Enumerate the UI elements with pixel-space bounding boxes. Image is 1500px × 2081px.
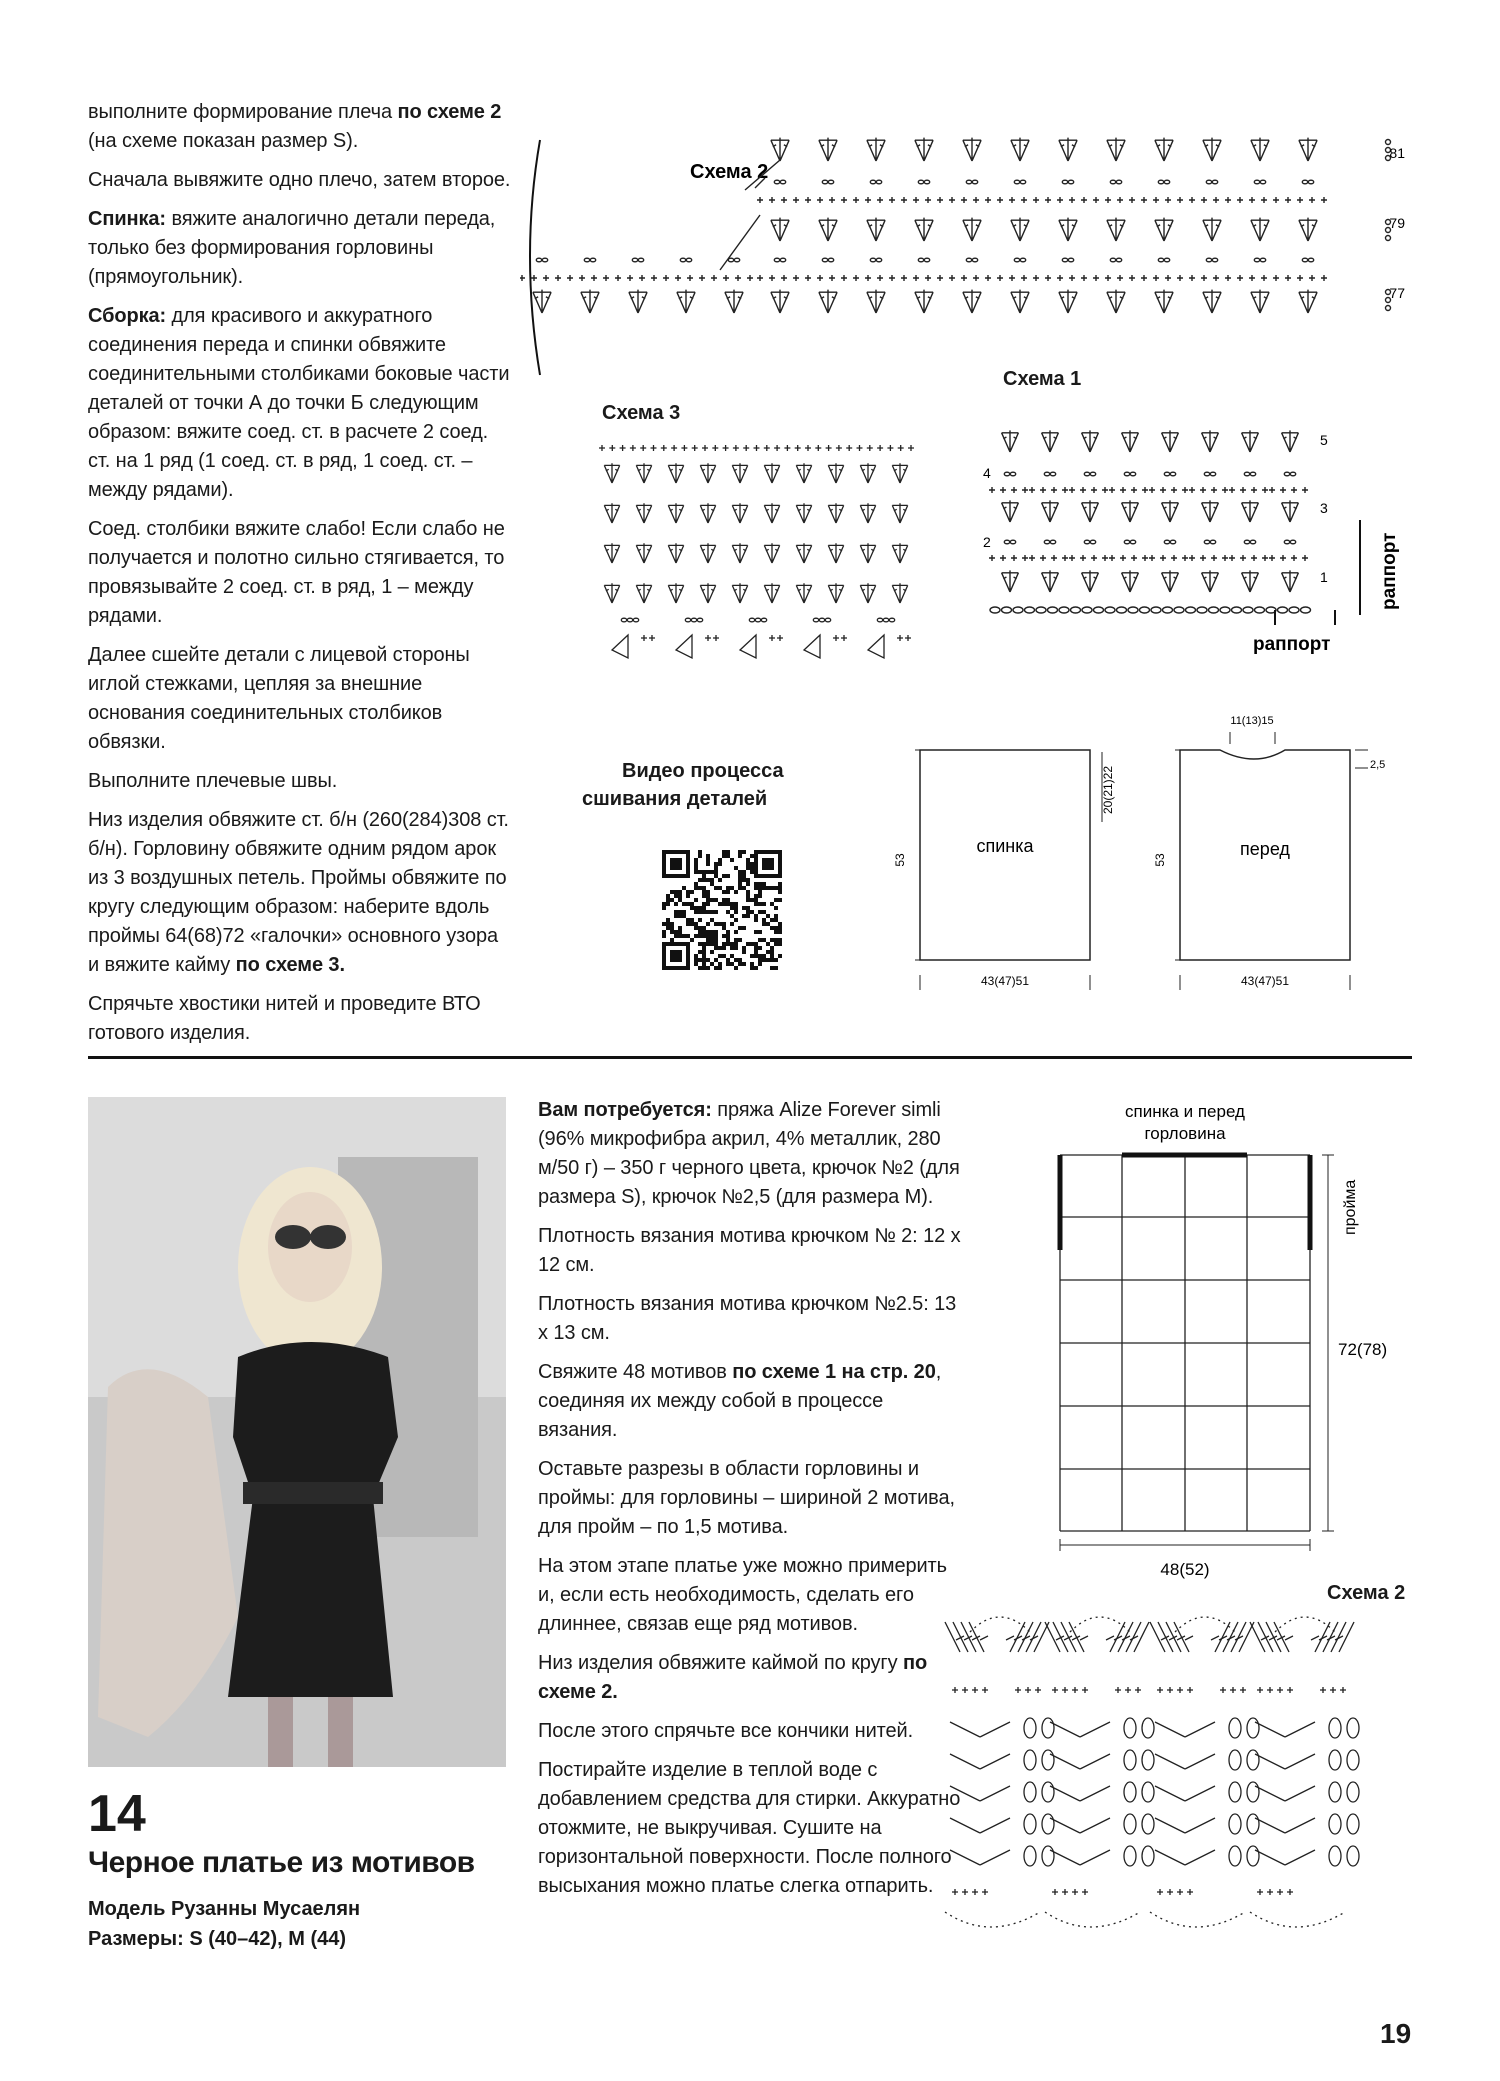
scheme-2-top-diagram xyxy=(520,120,1420,390)
top-paragraph: Соед. столбики вяжите слабо! Если слабо не получается и полотно сильно стягивается, то провязывайте 2 соед. ст. в ряд, 1 – между рядами. xyxy=(88,518,505,627)
article-paragraph: Вам потребуется: пряжа Alize Forever simli (96% микрофибра акрил, 4% металлик, 280 м/50 г) – 350 г черного цвета, крючок №2 (для размера S), крючок №2,5 (для размера M). xyxy=(538,1099,960,1208)
row-number-3: 3 xyxy=(1320,500,1328,516)
back-label: спинка xyxy=(976,836,1034,856)
article-sizes: Размеры: S (40–42), M (44) xyxy=(88,1928,347,1950)
video-label-line1: Видео процесса xyxy=(622,760,784,782)
front-height: 53 xyxy=(1153,853,1167,867)
top-instructions xyxy=(88,98,513,1058)
article-paragraph: Плотность вязания мотива крючком № 2: 12 х 12 см. xyxy=(538,1225,961,1276)
article-instructions xyxy=(538,1096,965,1911)
top-paragraph: Сначала вывяжите одно плечо, затем второе. xyxy=(88,169,511,191)
back-width: 43(47)51 xyxy=(980,974,1030,988)
motif-layout-grid xyxy=(1010,1095,1420,1595)
top-paragraph: Низ изделия обвяжите ст. б/н (260(284)308 ст. б/н). Горловину обвяжите одним рядом арок из 3 воздушных петель. Проймы обвяжите по кругу следующим образом: наберите вдоль проймы 64(68)72 «галочки» основного узора и вяжите кайму по схеме 3. xyxy=(88,809,509,976)
row-number-79: 79 xyxy=(1389,215,1405,231)
front-neck-width: 11(13)15 xyxy=(1230,715,1274,727)
article-model: Модель Рузанны Мусаелян xyxy=(88,1898,361,1920)
front-neck-depth: 2,5 xyxy=(1370,759,1386,771)
article-paragraph: Постирайте изделие в теплой воде с добавлением средства для стирки. Аккуратно отожмите, не выкручивая. Сушите на горизонтальной поверхности. После полного высыхания можно платье слегка отпарить. xyxy=(538,1759,961,1897)
row-number-2: 2 xyxy=(983,534,991,550)
section-divider xyxy=(88,1056,1412,1059)
top-paragraph: Спинка: вяжите аналогично детали переда, только без формирования горловины (прямоугольник). xyxy=(88,208,496,288)
scheme-2-bottom-label: Схема 2 xyxy=(1327,1582,1406,1604)
scheme-3-diagram xyxy=(590,440,930,665)
qr-code[interactable] xyxy=(660,848,784,972)
page-number: 19 xyxy=(1380,2018,1412,2049)
grid-armhole-label: пройма xyxy=(1342,1179,1359,1235)
row-number-81: 81 xyxy=(1389,145,1405,161)
top-paragraph: Далее сшейте детали с лицевой стороны иглой стежками, цепляя за внешние основания соединительных столбиков обвязки. xyxy=(88,644,470,753)
article-number: 14 xyxy=(88,1785,146,1843)
rapport-vertical-label: раппорт xyxy=(1379,532,1400,610)
row-number-4: 4 xyxy=(983,465,991,481)
video-label-line2: сшивания деталей xyxy=(582,788,768,810)
scheme-2-top-label: Схема 2 xyxy=(690,161,769,183)
top-paragraph: выполните формирование плеча по схеме 2 (на схеме показан размер S). xyxy=(88,101,502,152)
back-armhole: 20(21)22 xyxy=(1101,765,1115,815)
article-paragraph: На этом этапе платье уже можно примерить и, если есть необходимость, сделать его длиннее, связав еще ряд мотивов. xyxy=(538,1555,947,1635)
scheme-2-bottom-diagram xyxy=(930,1612,1410,1942)
pattern-pieces xyxy=(890,700,1410,1000)
top-paragraph: Спрячьте хвостики нитей и проведите ВТО готового изделия. xyxy=(88,993,481,1044)
back-height: 53 xyxy=(893,853,907,867)
grid-label-line2: горловина xyxy=(1144,1124,1226,1143)
scheme-1-label: Схема 1 xyxy=(1003,368,1082,390)
grid-width-label: 48(52) xyxy=(1160,1560,1210,1579)
row-number-1: 1 xyxy=(1320,569,1328,585)
scheme-3-label: Схема 3 xyxy=(602,402,681,424)
article-title: Черное платье из мотивов xyxy=(88,1846,475,1879)
front-width: 43(47)51 xyxy=(1240,974,1290,988)
article-paragraph: Свяжите 48 мотивов по схеме 1 на стр. 20, соединяя их между собой в процессе вязания. xyxy=(538,1361,942,1441)
top-paragraph: Сборка: для красивого и аккуратного соединения переда и спинки обвяжите соединительными столбиками боковые части деталей от точки А до точки Б следующим образом: вяжите соед. ст. в расчете 2 соед. ст. на 1 ряд (1 соед. ст. в ряд, 1 соед. ст. – между рядами). xyxy=(88,305,510,501)
grid-label-line1: спинка и перед xyxy=(1125,1102,1245,1121)
row-number-5: 5 xyxy=(1320,432,1328,448)
model-photo xyxy=(88,1097,506,1767)
scheme-1-diagram xyxy=(975,410,1415,660)
grid-height-label: 72(78) xyxy=(1338,1340,1388,1359)
article-paragraph: После этого спрячьте все кончики нитей. xyxy=(538,1720,914,1742)
front-label: перед xyxy=(1240,839,1290,859)
top-paragraph: Выполните плечевые швы. xyxy=(88,770,338,792)
article-paragraph: Низ изделия обвяжите каймой по кругу по схеме 2. xyxy=(538,1652,928,1703)
rapport-horizontal-label: раппорт xyxy=(1253,634,1331,655)
row-number-77: 77 xyxy=(1389,285,1405,301)
article-paragraph: Оставьте разрезы в области горловины и проймы: для горловины – шириной 2 мотива, для пройм – по 1,5 мотива. xyxy=(538,1458,955,1538)
article-paragraph: Плотность вязания мотива крючком №2.5: 13 х 13 см. xyxy=(538,1293,957,1344)
model-photo-illustration xyxy=(88,1097,506,1767)
